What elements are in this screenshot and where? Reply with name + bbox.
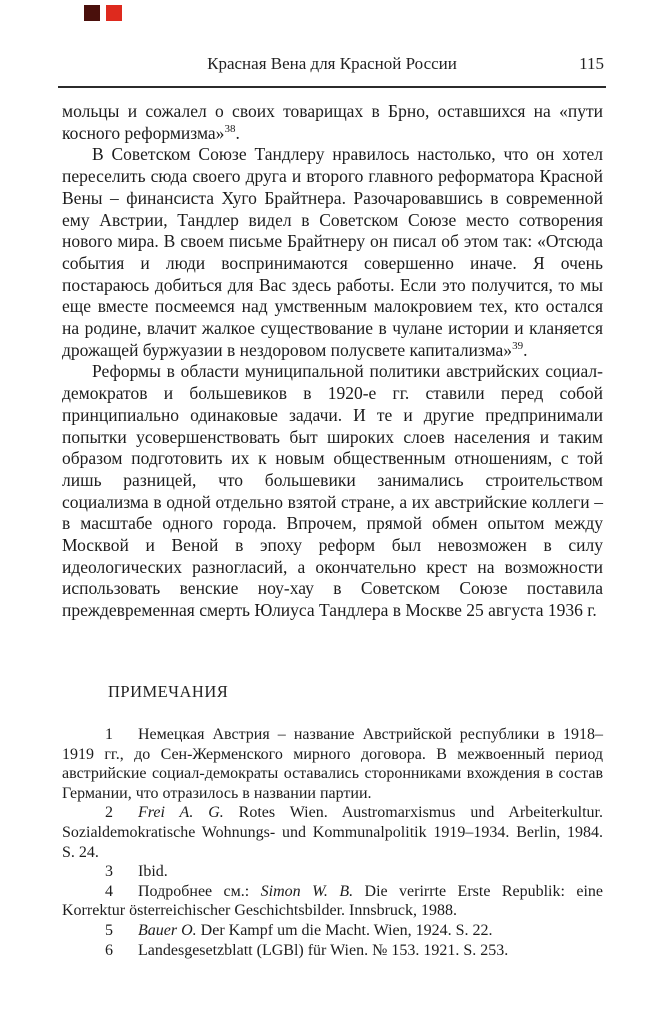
- paragraph: [62, 361, 603, 621]
- footnote-ref: 38: [224, 122, 236, 135]
- text-run: Der Kampf um die Macht. Wien, 1924. S. 22.: [196, 921, 493, 939]
- cited-author: Simon W. B.: [260, 882, 354, 900]
- note-item: [62, 862, 603, 882]
- cited-author: Bauer O.: [138, 921, 197, 939]
- notes-list: [62, 725, 603, 960]
- body-text: [62, 101, 603, 622]
- text-run: мольцы и сожалел о своих товарищах в Брно, оставшихся на «пути косного реформизма»: [62, 101, 603, 143]
- note-number: 2: [105, 804, 113, 822]
- footnote-ref: 39: [512, 339, 524, 352]
- header-rule: [58, 86, 606, 88]
- text-run: .: [235, 122, 240, 143]
- running-title: Красная Вена для Красной России: [207, 54, 457, 73]
- scan-stamp-dark-red: [84, 5, 100, 21]
- note-number: 4: [105, 882, 113, 900]
- text-run: Landesgesetzblatt (LGBl) für Wien. № 153. 1921. S. 253.: [138, 941, 509, 959]
- note-item: [62, 921, 603, 941]
- scan-stamp-red: [106, 5, 122, 21]
- text-run: .: [523, 339, 528, 360]
- text-run: Подробнее см.:: [138, 882, 261, 900]
- page-header: [58, 52, 606, 84]
- page-number: 115: [579, 54, 604, 73]
- text-run: Rotes Wien. Austromarxismus und Arbeiterkultur. Sozialdemokratische Wohnungs- und Kommunalpolitik 1919–1934. Berlin, 1984. S. 24.: [62, 804, 603, 861]
- text-run: В Советском Союзе Тандлеру нравилось настолько, что он хотел переселить сюда своего друга и второго главного реформатора Красной Вены – финансиста Хуго Брайтнера. Разочаровавшись в современной ему Австрии, Тандлер видел в Советском Союзе место сотворения нового мира. В своем письме Брайтнеру он писал об этом так: «Отсюда события и люди воспринимаются совершенно иначе. Я очень постараюсь добиться для Вас здесь работы. Если это получится, то мы еще вместе посмеемся над умственным малокровием тех, кто остался на родине, влачит жалкое существование в чулане истории и кланяется дрожащей буржуазии в нездоровом полусвете капитализма»: [62, 144, 603, 360]
- text-run: Немецкая Австрия – название Австрийской республики в 1918–1919 гг., до Сен-Жерменского мирного договора. В межвоенный период австрийские социал-демократы оставались сторонниками вхождения в состав Германии, что отразилось в названии партии.: [62, 726, 603, 802]
- text-run: Die verirrte Erste Republik: eine Korrektur österreichischer Geschichtsbilder. Innsbruck, 1988.: [62, 882, 604, 920]
- note-item: [62, 803, 603, 862]
- note-item: [62, 725, 603, 803]
- note-number: 6: [105, 941, 113, 959]
- note-item: [62, 882, 603, 921]
- note-number: 3: [105, 863, 113, 881]
- cited-author: Frei A. G.: [138, 804, 224, 822]
- note-number: 1: [105, 726, 113, 743]
- notes-heading: ПРИМЕЧАНИЯ: [108, 682, 229, 701]
- notes-section: [62, 682, 603, 960]
- text-run: Ibid.: [138, 863, 168, 881]
- note-number: 5: [105, 921, 113, 939]
- note-item: [62, 941, 603, 961]
- paragraph: [62, 144, 603, 361]
- paragraph: [62, 101, 603, 144]
- text-run: Реформы в области муниципальной политики австрийских социал-демократов и большевиков в 1920-е гг. ставили перед собой принципиально одинаковые задачи. И те и другие предпринимали попытки усовершенствовать быт широких слоев населения и таким образом подготовить их к новым общественным отношениям, с той лишь разницей, что большевики занимались строительством социализма в одной отдельно взятой стране, а их австрийские коллеги – в масштабе одного города. Впрочем, прямой обмен опытом между Москвой и Веной в эпоху реформ был невозможен в силу идеологических разногласий, а окончательно крест на возможности использовать венские ноу-хау в Советском Союзе поставила преждевременная смерть Юлиуса Тандлера в Москве 25 августа 1936 г.: [62, 361, 603, 621]
